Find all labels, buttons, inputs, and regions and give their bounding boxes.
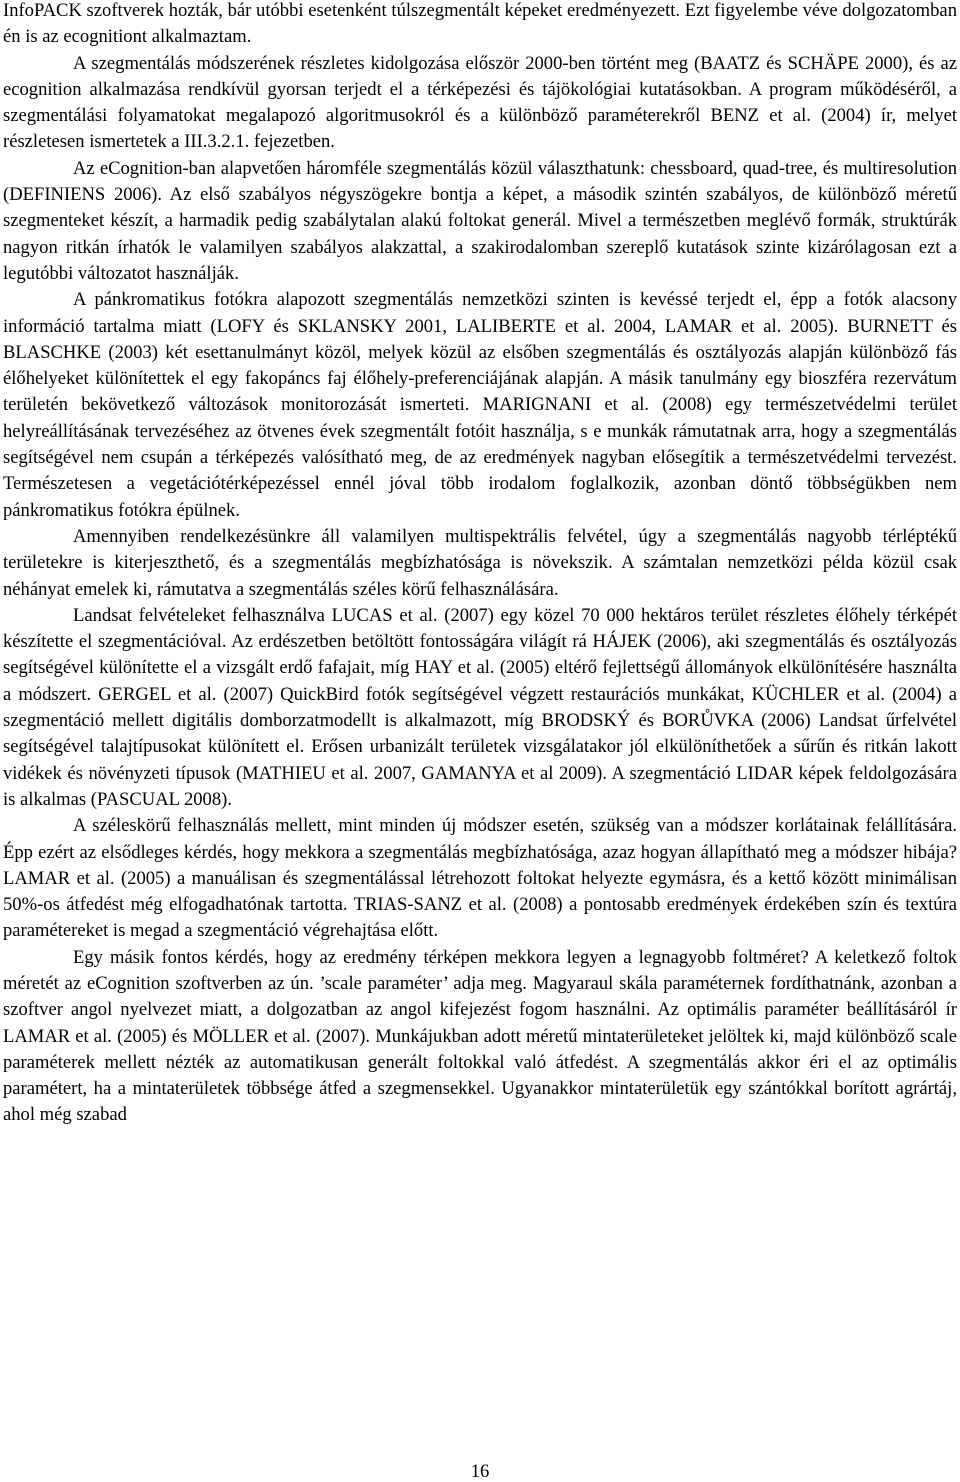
paragraph-5: Amennyiben rendelkezésünkre áll valamilyen multispektrális felvétel, úgy a szegmentálás nagyobb térléptékű területekre is kiterjeszthető, és a szegmentálás megbízhatósága is növekszik. A számtalan nemzetközi példa közül csak néhányat emelek ki, rámutatva a szegmentálás széles körű felhasználására. [3, 525, 957, 600]
paragraph-2: A szegmentálás módszerének részletes kidolgozása először 2000-ben történt meg (BAATZ és SCHÄPE 2000), és az ecognition alkalmazása rendkívül gyorsan terjedt el a térképezési és tájökológiai kutatásokban. A program működéséről, a szegmentálási folyamatokat megalapozó algoritmusokról és a különböző paraméterekről BENZ et al. (2004) ír, melyet részletesen ismertetek a III.3.2.1. fejezetben. [3, 52, 957, 153]
paragraph-8: Egy másik fontos kérdés, hogy az eredmény térképen mekkora legyen a legnagyobb foltméret? A keletkező foltok méretét az eCognition szoftverben az ún. ’scale paraméter’ adja meg. Magyaraul skála paraméternek fordíthatnánk, azonban a szoftver angol nyelvezet miatt, a dolgozatban az angol kifejezést fogom használni. Az optimális paraméter beállításáról ír LAMAR et al. (2005) és MÖLLER et al. (2007). Munkájukban adott méretű mintaterületeket jelöltek ki, majd különböző scale paraméterek mellett nézték az automatikusan generált foltokkal való átfedést. A szegmentálás akkor éri el az optimális paramétert, ha a mintaterületek többsége átfed a szegmensekkel. Ugyanakkor mintaterületük egy szántókkal borított agrártáj, ahol még szabad [3, 946, 957, 1126]
paragraph-7: A széleskörű felhasználás mellett, mint minden új módszer esetén, szükség van a módszer korlátainak felállítására. Épp ezért az elsődleges kérdés, hogy mekkora a szegmentálás megbízhatósága, azaz hogyan állapítható meg a módszer hibája? LAMAR et al. (2005) a manuálisan és szegmentálással létrehozott foltokat helyezte egymásra, és a kettő között minimálisan 50%-os átfedést még elfogadhatónak tartotta. TRIAS-SANZ et al. (2008) a pontosabb eredmények érdekében szín és textúra paramétereket is megad a szegmentáció végrehajtása előtt. [3, 815, 957, 942]
page-number: 16 [470, 1461, 490, 1482]
paragraph-1: InfoPACK szoftverek hozták, bár utóbbi esetenként túlszegmentált képeket eredményezett. Ezt figyelembe véve dolgozatomban én is az ecognitiont alkalmaztam. [3, 0, 957, 48]
paragraph-4: A pánkromatikus fotókra alapozott szegmentálás nemzetközi szinten is kevéssé terjedt el, épp a fotók alacsony információ tartalma miatt (LOFY és SKLANSKY 2001, LALIBERTE et al. 2004, LAMAR et al. 2005). BURNETT és BLASCHKE (2003) két esettanulmányt közöl, melyek közül az elsőben szegmentálás és osztályozás alapján különböző fás élőhelyeket különítettek el egy fakopáncs faj élőhely-preferenciájának alapján. A másik tanulmány egy bioszféra rezervátum területén bekövetkező változások monitorozását ismerteti. MARIGNANI et al. (2008) egy természetvédelmi terület helyreállításának tervezéséhez az ötvenes évek szegmentált fotóit használja, s e munkák rámutatnak arra, hogy a szegmentálás segítségével nem csupán a térképezés valósítható meg, de az eredmények nagyban elősegítik a természetvédelmi tervezést. Természetesen a vegetációtérképezéssel ennél jóval több irodalom foglalkozik, azonban döntő többségükben nem pánkromatikus fotókra épülnek. [3, 289, 957, 521]
paragraph-6: Landsat felvételeket felhasználva LUCAS et al. (2007) egy közel 70 000 hektáros terület részletes élőhely térképét készítette el szegmentációval. Az erdészetben betöltött fontosságára világít rá HÁJEK (2006), aki szegmentálás és osztályozás segítségével különítette el a vizsgált erdő fafajait, míg HAY et al. (2005) eltérő fejlettségű állományok elkülönítésére használta a módszert. GERGEL et al. (2007) QuickBird fotók segítségével végzett restaurációs munkákat, KÜCHLER et al. (2004) a szegmentáció mellett digitális domborzatmodellt is alkalmazott, míg BRODSKÝ és BORŮVKA (2006) Landsat űrfelvétel segítségével talajtípusokat különített el. Erősen urbanizált területek vizsgálatakor jól elkülöníthetőek a sűrűn és ritkán lakott vidékek és növényzeti típusok (MATHIEU et al. 2007, GAMANYA et al 2009). A szegmentáció LIDAR képek feldolgozására is alkalmas (PASCUAL 2008). [3, 604, 957, 810]
paragraph-3: Az eCognition-ban alapvetően háromféle szegmentálás közül választhatunk: chessboard, quad-tree, és multiresolution (DEFINIENS 2006). Az első szabályos négyszögekre bontja a képet, a második szintén szabályos, de különböző méretű szegmenteket készít, a harmadik pedig szabálytalan alakú foltokat generál. Mivel a természetben meglévő formák, struktúrák nagyon ritkán írhatók le valamilyen szabályos alakzattal, a szakirodalomban szereplő kutatások szinte kizárólagosan ezt a legutóbbi változatot használják. [3, 157, 957, 284]
